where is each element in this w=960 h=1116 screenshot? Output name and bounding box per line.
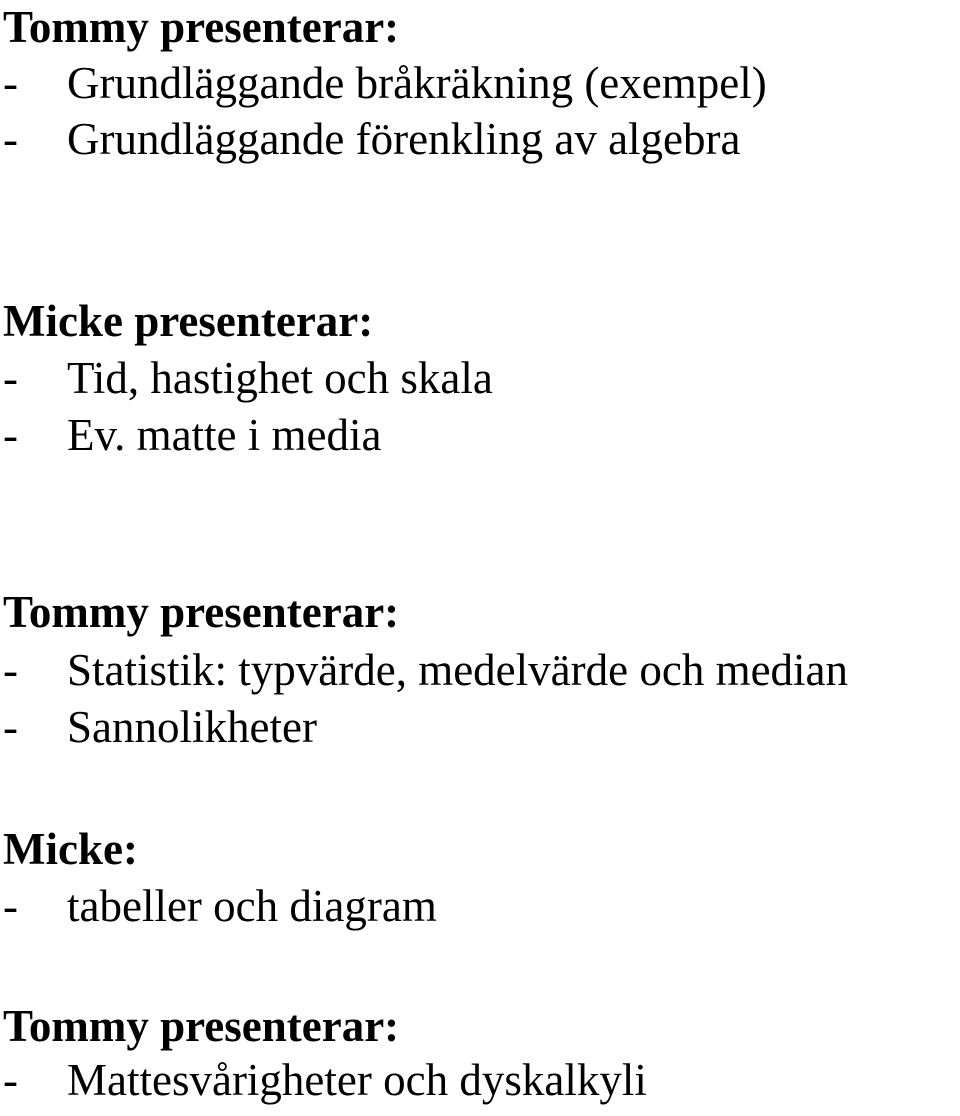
list-bullet: - xyxy=(3,58,18,108)
list-item-text: Tid, hastighet och skala xyxy=(67,353,493,403)
list-bullet: - xyxy=(3,881,18,931)
list-item xyxy=(3,701,317,753)
list-item xyxy=(3,113,740,165)
list-bullet: - xyxy=(3,645,18,695)
list-bullet: - xyxy=(3,702,18,752)
list-item xyxy=(3,1054,647,1106)
list-item-text: Mattesvårigheter och dyskalkyli xyxy=(67,1055,647,1105)
section-heading: Tommy presenterar: xyxy=(3,587,400,637)
list-item-text: Ev. matte i media xyxy=(67,410,382,460)
list-item-text: tabeller och diagram xyxy=(67,881,437,931)
list-bullet: - xyxy=(3,1055,18,1105)
list-item-text: Grundläggande förenkling av algebra xyxy=(67,114,741,164)
list-item xyxy=(3,880,437,932)
list-bullet: - xyxy=(3,114,18,164)
list-item xyxy=(3,409,381,461)
list-item xyxy=(3,352,493,404)
section-heading: Micke: xyxy=(3,824,138,874)
list-bullet: - xyxy=(3,353,18,403)
list-item-text: Sannolikheter xyxy=(67,702,317,752)
section-heading: Tommy presenterar: xyxy=(3,1001,400,1051)
section-heading: Tommy presenterar: xyxy=(3,2,400,52)
list-item-text: Grundläggande bråkräkning (exempel) xyxy=(67,58,767,108)
section-heading: Micke presenterar: xyxy=(3,296,374,346)
list-item xyxy=(3,644,848,696)
list-bullet: - xyxy=(3,410,18,460)
list-item xyxy=(3,57,767,109)
list-item-text: Statistik: typvärde, medelvärde och median xyxy=(67,645,849,695)
